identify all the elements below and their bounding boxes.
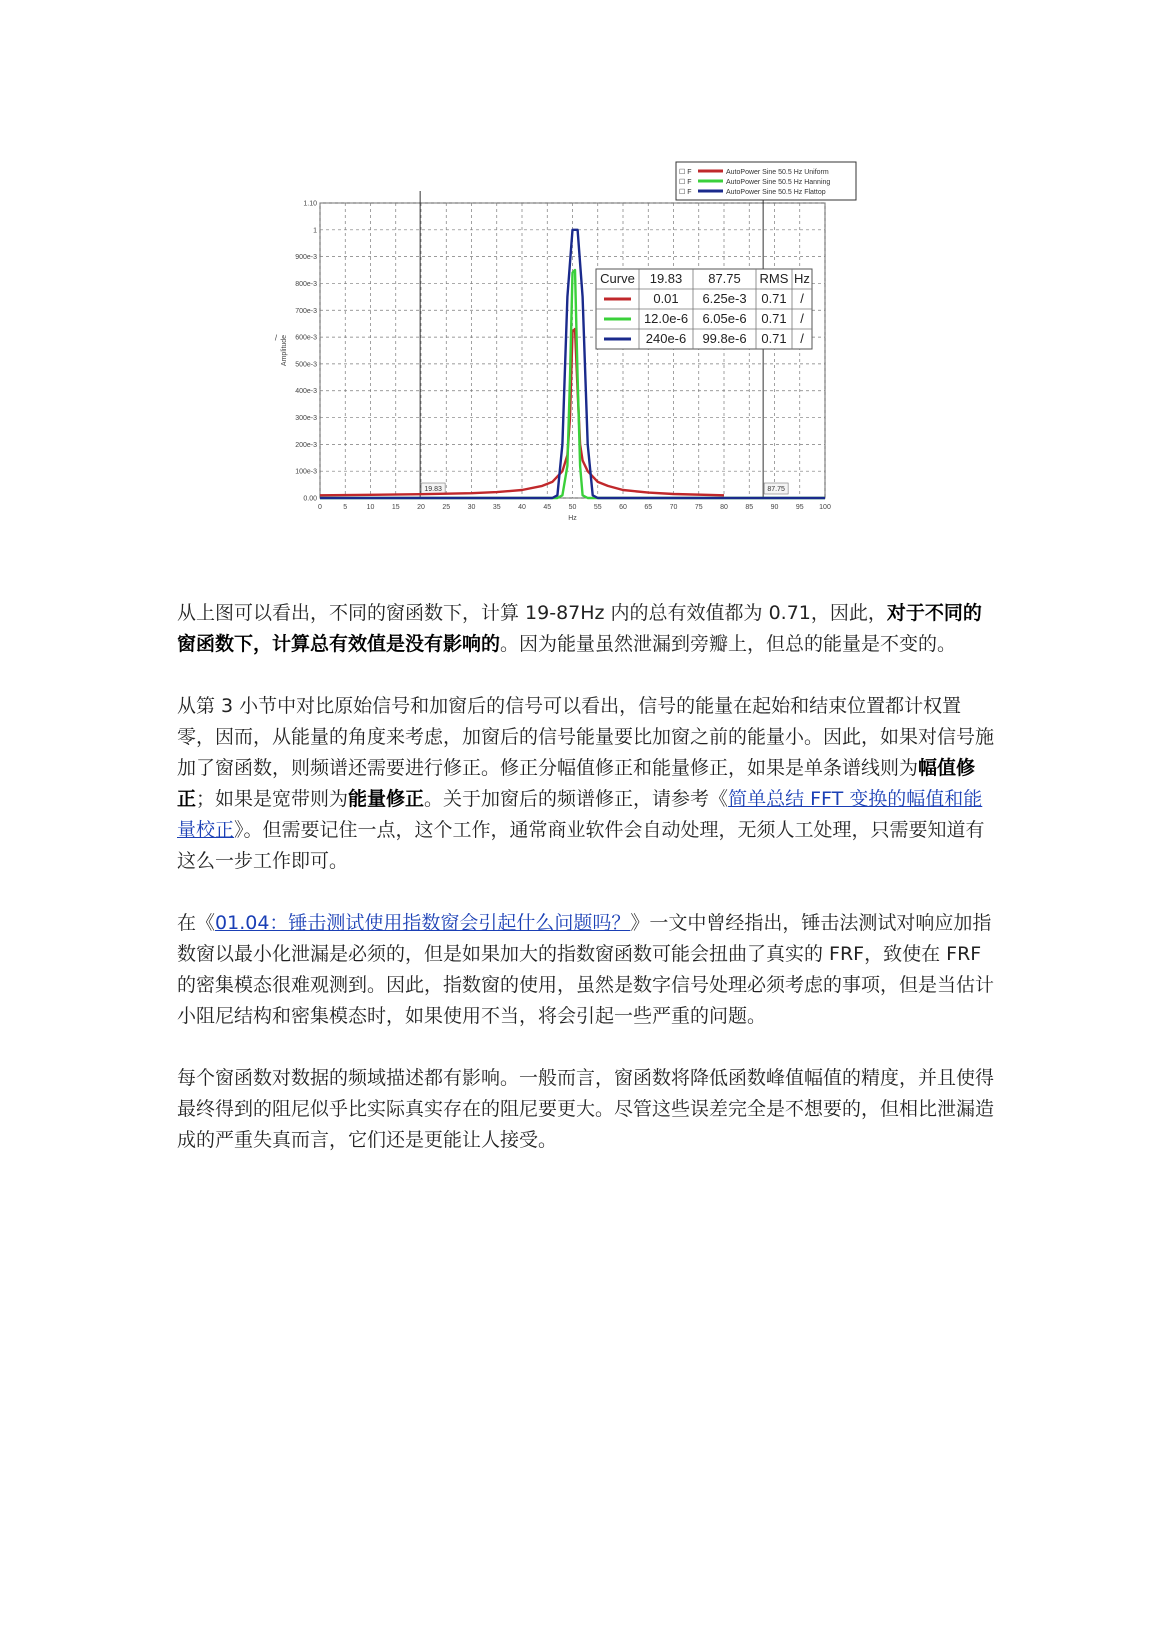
table-cell: 0.71 — [761, 331, 787, 346]
p1-text-c: 。因为能量虽然泄漏到旁瓣上，但总的能量是不变的。 — [500, 633, 957, 655]
table-header-cell: Curve — [600, 271, 635, 286]
x-tick-label: 60 — [619, 504, 627, 511]
y-tick-label: 500e-3 — [295, 361, 317, 369]
x-tick-label: 35 — [492, 504, 501, 511]
y-tick-label: 0.00 — [303, 495, 317, 503]
x-tick-label: 30 — [467, 504, 476, 511]
paragraph-2 — [177, 691, 997, 877]
table-cell: 6.05e-6 — [702, 311, 747, 326]
y-tick-label: 900e-3 — [295, 254, 317, 262]
p2-text-f: 》。但需要记住一点，这个工作，通常商业软件会自动处理，无须人工处理，只需要知道有这么一步工作即可。 — [177, 819, 985, 872]
y-tick-label: 300e-3 — [295, 415, 317, 423]
table-header-cell: 87.75 — [708, 271, 741, 286]
p2-bold-energy-correction: 能量修正 — [348, 788, 425, 810]
x-tick-label: 20 — [417, 504, 425, 511]
x-tick-label: 65 — [644, 504, 653, 511]
legend-label: AutoPower Sine 50.5 Hz Flattop — [726, 189, 826, 196]
x-tick-label: 40 — [518, 504, 526, 511]
p1-bold-conclusion: 对于不同的窗函数下，计算总有效值是没有影响的 — [177, 602, 982, 655]
y-tick-label: 600e-3 — [295, 334, 317, 342]
y-tick-label: 800e-3 — [295, 280, 317, 288]
x-tick-label: 0 — [318, 504, 322, 511]
table-cell: 0.71 — [761, 311, 787, 326]
paragraph-4: 每个窗函数对数据的频域描述都有影响。一般而言，窗函数将降低函数峰值幅值的精度，并且使得最终得到的阻尼似乎比实际真实存在的阻尼要更大。尽管这些误差完全是不想要的，但相比泄漏造成的严重失真而言，它们还是更能让人接受。 — [177, 1067, 995, 1151]
legend-checkbox: ☐ F — [679, 179, 692, 186]
x-tick-label: 75 — [694, 504, 703, 511]
x-tick-label: 90 — [770, 504, 779, 511]
x-tick-label: 50 — [568, 504, 577, 511]
x-tick-label: 100 — [819, 504, 831, 511]
paragraph-3 — [177, 908, 997, 1032]
table-cell: / — [800, 311, 804, 326]
x-tick-label: 5 — [343, 504, 348, 511]
table-cell: 240e-6 — [645, 331, 687, 346]
table-header-cell: Hz — [794, 271, 810, 286]
x-tick-label: 80 — [720, 504, 728, 511]
p2-text-a: 从第 3 小节中对比原始信号和加窗后的信号可以看出，信号的能量在起始和结束位置都计权置零，因而，从能量的角度来考虑，加窗后的信号能量要比加窗之前的能量小。因此，如果对信号施加了窗函数，则频谱还需要进行修正。修正分幅值修正和能量修正，如果是单条谱线则为 — [177, 695, 995, 779]
y-tick-label: 200e-3 — [295, 441, 317, 449]
legend-checkbox: ☐ F — [679, 189, 692, 196]
p1-text-a: 从上图可以看出，不同的窗函数下，计算 19-87Hz 内的总有效值都为 0.71，因此， — [177, 602, 887, 624]
x-tick-label: 85 — [745, 504, 754, 511]
table-cell: 12.0e-6 — [643, 311, 689, 326]
p3-text-a: 在《 — [177, 912, 216, 934]
table-cell: 99.8e-6 — [702, 331, 747, 346]
p3-text-b: 》一文中曾经指出，锤击法测试对响应加指数窗以最小化泄漏是必须的，但是如果加大的指数窗函数可能会扭曲了真实的 FRF，致使在 FRF 的密集模态很难观测到。因此，指数窗的使用，虽然是数字信号处理必须考虑的事项，但是当估计小阻尼结构和密集模态时，如果使用不当，将会引起一些严重的问题。 — [177, 912, 995, 1027]
x-tick-label: 10 — [366, 504, 375, 511]
x-tick-label: 45 — [543, 504, 552, 511]
y-tick-label: 700e-3 — [295, 307, 317, 315]
x-tick-label: 25 — [442, 504, 451, 511]
legend-checkbox: ☐ F — [679, 169, 692, 176]
hammer-test-article-link[interactable]: 01.04：锤击测试使用指数窗会引起什么问题吗？ — [215, 912, 631, 934]
table-cell: / — [800, 291, 804, 306]
x-tick-label: 55 — [593, 504, 602, 511]
p2-bold-amplitude-correction: 幅值修正 — [177, 757, 976, 810]
p2-text-e: 。关于加窗后的频谱修正，请参考《 — [424, 788, 729, 810]
table-header-cell: RMS — [759, 271, 789, 286]
x-axis-label: Hz — [568, 515, 577, 522]
y-tick-label: 1 — [313, 227, 317, 235]
legend-label: AutoPower Sine 50.5 Hz Uniform — [726, 169, 829, 176]
y-tick-label: 1.10 — [303, 200, 317, 208]
cursor-label: 87.75 — [767, 486, 785, 493]
y-tick-label: 400e-3 — [295, 388, 317, 396]
y-axis-label: Amplitude — [281, 334, 288, 367]
x-tick-label: 15 — [391, 504, 400, 511]
cursor-label: 19.83 — [424, 486, 442, 493]
article-body — [177, 598, 997, 1187]
p2-text-c: ；如果是宽带则为 — [196, 788, 349, 810]
table-cell: 0.01 — [653, 291, 679, 306]
table-cell: / — [800, 331, 804, 346]
table-header-cell: 19.83 — [649, 271, 683, 286]
y-tick-label: 100e-3 — [295, 468, 317, 476]
table-cell: 6.25e-3 — [702, 291, 747, 306]
legend-label: AutoPower Sine 50.5 Hz Hanning — [726, 179, 831, 186]
paragraph-1 — [177, 598, 997, 660]
table-cell: 0.71 — [761, 291, 787, 306]
fft-correction-article-link[interactable]: 简单总结 FFT 变换的幅值和能量校正 — [177, 788, 983, 841]
x-tick-label: 70 — [669, 504, 678, 511]
window-function-spectrum-chart — [274, 165, 910, 550]
y-axis-unit: / — [274, 333, 278, 343]
x-tick-label: 95 — [795, 504, 804, 511]
